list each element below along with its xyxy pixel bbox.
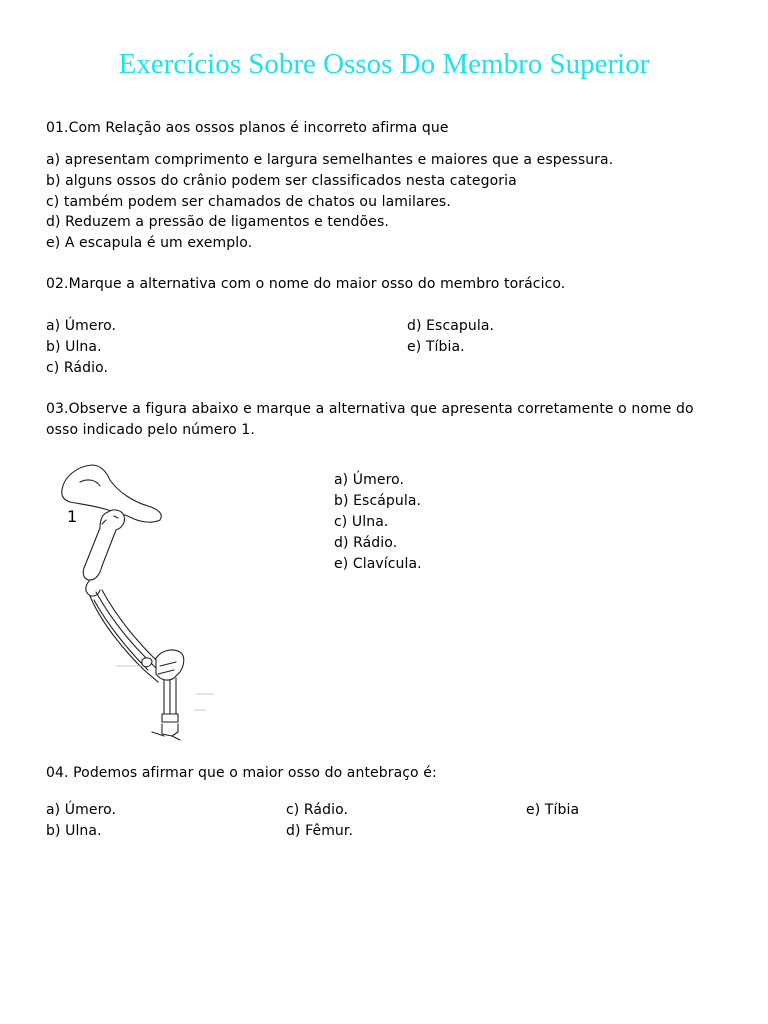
question-4-option-e: e) Tíbia xyxy=(526,802,580,818)
question-1-option-e: e) A escapula é um exemplo. xyxy=(46,235,253,251)
question-1-option-d: d) Reduzem a pressão de ligamentos e tendões. xyxy=(46,214,389,230)
question-2-prompt: 02.Marque a alternativa com o nome do maior osso do membro torácico. xyxy=(46,276,566,292)
question-3-option-d: d) Rádio. xyxy=(334,535,398,551)
page-title: Exercícios Sobre Ossos Do Membro Superior xyxy=(118,48,650,80)
question-2-option-d: d) Escapula. xyxy=(407,318,495,334)
question-4-option-d: d) Fêmur. xyxy=(286,823,354,839)
question-3-prompt-line-2: osso indicado pelo número 1. xyxy=(46,422,255,438)
question-3-option-b: b) Escápula. xyxy=(334,493,422,509)
question-4-prompt: 04. Podemos afirmar que o maior osso do antebraço é: xyxy=(46,765,437,781)
question-2-option-c: c) Rádio. xyxy=(46,360,109,376)
question-4-option-c: c) Rádio. xyxy=(286,802,349,818)
question-3-option-a: a) Úmero. xyxy=(334,472,405,488)
question-3-option-e: e) Clavícula. xyxy=(334,556,422,572)
question-1-option-b: b) alguns ossos do crânio podem ser classificados nesta categoria xyxy=(46,173,517,189)
question-2-option-a: a) Úmero. xyxy=(46,318,117,334)
question-2-option-b: b) Ulna. xyxy=(46,339,102,355)
forelimb-skeleton-figure xyxy=(56,462,232,742)
question-1-option-c: c) também podem ser chamados de chatos ou lamilares. xyxy=(46,194,451,210)
question-1-option-a: a) apresentam comprimento e largura semelhantes e maiores que a espessura. xyxy=(46,152,614,168)
question-1-prompt: 01.Com Relação aos ossos planos é incorreto afirma que xyxy=(46,120,449,136)
figure-number-label: 1 xyxy=(67,507,78,526)
question-4-option-b: b) Ulna. xyxy=(46,823,102,839)
question-4-option-a: a) Úmero. xyxy=(46,802,117,818)
question-3-option-c: c) Ulna. xyxy=(334,514,389,530)
question-2-option-e: e) Tíbia. xyxy=(407,339,465,355)
question-3-prompt-line-1: 03.Observe a figura abaixo e marque a alternativa que apresenta corretamente o nome do xyxy=(46,401,694,417)
